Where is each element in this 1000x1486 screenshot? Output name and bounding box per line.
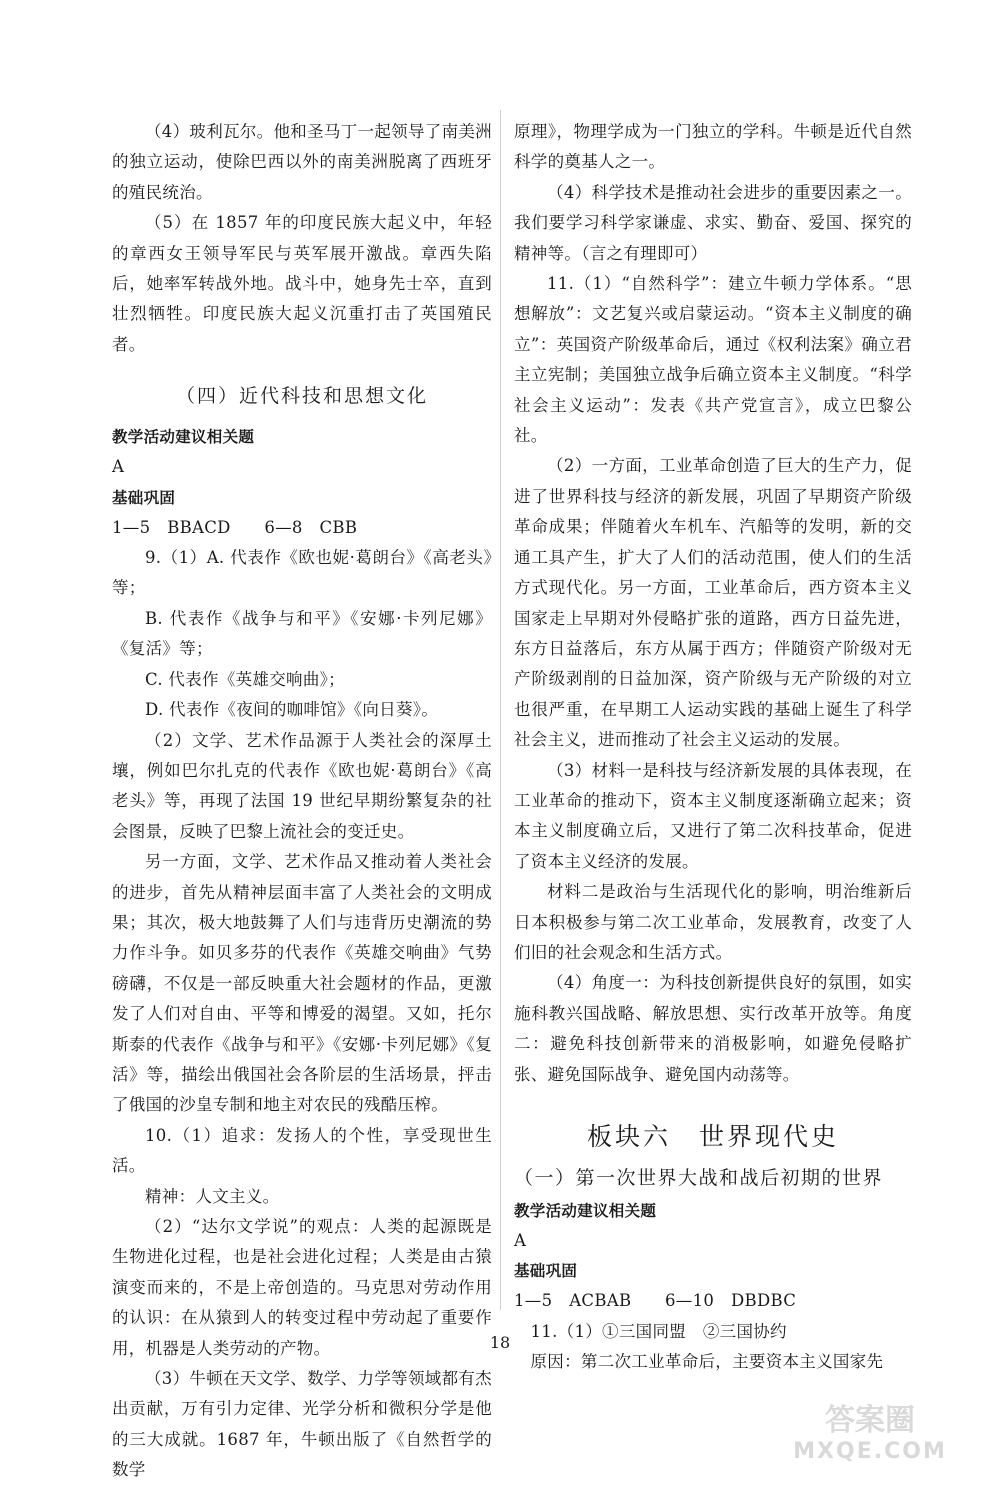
subhead-basics-right: 基础巩固 [514,1262,578,1281]
right-column [514,117,912,1378]
paragraph-newton: 原理》，物理学成为一门独立的学科。牛顿是近代自然科学的奠基人之一。 [514,122,912,172]
answers-line-right: 1—5 ACBAB 6—10 DBDBC [514,1291,797,1311]
column-divider [500,110,501,1310]
watermark-logo-text: 答案圈 [825,1403,915,1438]
paragraph-material-two: 材料二是政治与生活现代化的影响，明治维新后日本积极参与第二次工业革命，发展教育，改变了人们旧的社会观念和生活方式。 [514,882,912,962]
paragraph-q11-1: 11.（1）“自然科学”：建立牛顿力学体系。“思想解放”：文艺复兴或启蒙运动。“资本主义制度的确立”：英国资产阶级革命后，通过《权利法案》确立君主立宪制；美国独立战争后确立资本主义制度。“科学社会主义运动”：发表《共产党宣言》，成立巴黎公社。 [514,274,912,446]
paragraph-q10-3: （3）牛顿在天文学、数学、力学等领域都有杰出贡献，万有引力定律、光学分析和微积分学是他的三大成就。1687 年，牛顿出版了《自然哲学的数学 [112,1369,492,1480]
paragraph-q11-alliances: 11.（1）①三国同盟 ②三国协约 [530,1321,787,1341]
subhead-basics: 基础巩固 [112,488,176,507]
subhead-activities: 教学活动建议相关题 [112,428,255,447]
paragraph-q10-2: （2）“达尔文学说”的观点：人类的起源既是生物进化过程，也是社会进化过程；人类是由古猿演变而来的，不是上帝创造的。马克思对劳动作用的认识：在从猿到人的转变过程中劳动起了重要作用，机器是人类劳动的产物。 [112,1217,492,1358]
watermark-text: MXQE.COM [793,1439,947,1464]
page-number: 18 [489,1333,511,1352]
paragraph-q11-4: （4）角度一：为科技创新提供良好的氛围，如实施科教兴国战略、解放思想、实行改革开放等。角度二：避免科技创新带来的消极影响，如避免侵略扩张、避免国际战争、避免国内动荡等。 [514,973,912,1084]
answers-line: 1—5 BBACD 6—8 CBB [112,517,358,537]
paragraph-q10-1b: 精神：人文主义。 [145,1186,280,1206]
answer-a: A [112,457,125,477]
section-title: （四）近代科技和思想文化 [175,385,428,408]
paragraph-q9-2: （2）文学、艺术作品源于人类社会的深厚土壤，例如巴尔扎克的代表作《欧也妮·葛朗台》《高老头》等，再现了法国 19 世纪早期纷繁复杂的社会图景，反映了巴黎上流社会的变迁史。 [112,730,492,841]
block-title: 板块六 世界现代史 [586,1122,839,1151]
paragraph-rani: （5）在 1857 年的印度民族大起义中，年轻的章西女王领导军民与英军展开激战。章西失陷后，她率军转战外地。战斗中，她身先士卒，直到壮烈牺牲。印度民族大起义沉重打击了英国殖民者。 [112,213,492,354]
watermark-logo [760,1400,980,1464]
paragraph-science: （4）科学技术是推动社会进步的重要因素之一。我们要学习科学家谦虚、求实、勤奋、爱国、探究的精神等。（言之有理即可） [514,182,912,263]
subhead-activities-right: 教学活动建议相关题 [514,1202,657,1220]
sub-title: （一）第一次世界大战和战后初期的世界 [514,1167,884,1189]
paragraph-q11-reason: 原因：第二次工业革命后，主要资本主义国家先 [530,1352,884,1372]
paragraph-q11-3: （3）材料一是科技与经济新发展的具体表现，在工业革命的推动下，资本主义制度逐渐确立起来；资本主义制度确立后，又进行了第二次科技革命，促进了资本主义经济的发展。 [514,760,912,871]
answer-a-right: A [514,1231,527,1250]
paragraph-q9-d: D. 代表作《夜间的咖啡馆》《向日葵》。 [145,700,439,720]
paragraph-q9-3: 另一方面，文学、艺术作品又推动着人类社会的进步，首先从精神层面丰富了人类社会的文明成果；其次，极大地鼓舞了人们与违背历史潮流的势力作斗争。如贝多芬的代表作《英雄交响曲》气势磅礴，不仅是一部反映重大社会题材的作品，更激发了人们对自由、平等和博爱的渴望。又如，托尔斯泰的代表作《战争与和平》《安娜·卡列尼娜》《复活》等，描绘出俄国社会各阶层的生活场景，抨击了俄国的沙皇专制和地主对农民的残酷压榨。 [112,852,492,1115]
paragraph-q10-1: 10.（1）追求：发扬人的个性，享受现世生活。 [112,1125,492,1176]
paragraph-q9-1: 9.（1）A. 代表作《欧也妮·葛朗台》《高老头》等； [112,548,492,598]
paragraph-q9-c: C. 代表作《英雄交响曲》； [145,669,345,689]
paragraph-bolivar: （4）玻利瓦尔。他和圣马丁一起领导了南美洲的独立运动，使除巴西以外的南美洲脱离了西班牙的殖民统治。 [112,122,492,202]
left-column [112,117,492,1486]
paragraph-q9-b: B. 代表作《战争与和平》《安娜·卡列尼娜》《复活》等； [112,608,492,659]
paragraph-q11-2: （2）一方面，工业革命创造了巨大的生产力，促进了世界科技与经济的新发展，巩固了早期资产阶级革命成果；伴随着火车机车、汽船等的发明，新的交通工具产生，扩大了人们的活动范围，使人们的生活方式现代化。另一方面，工业革命后，西方资本主义国家走上早期对外侵略扩张的道路，西方日益先进，东方日益落后，东方从属于西方；伴随资产阶级对无产阶级剥削的日益加深，资产阶级与无产阶级的对立也很严重，在早期工人运动实践的基础上诞生了科学社会主义，进而推动了社会主义运动的发展。 [514,456,912,750]
